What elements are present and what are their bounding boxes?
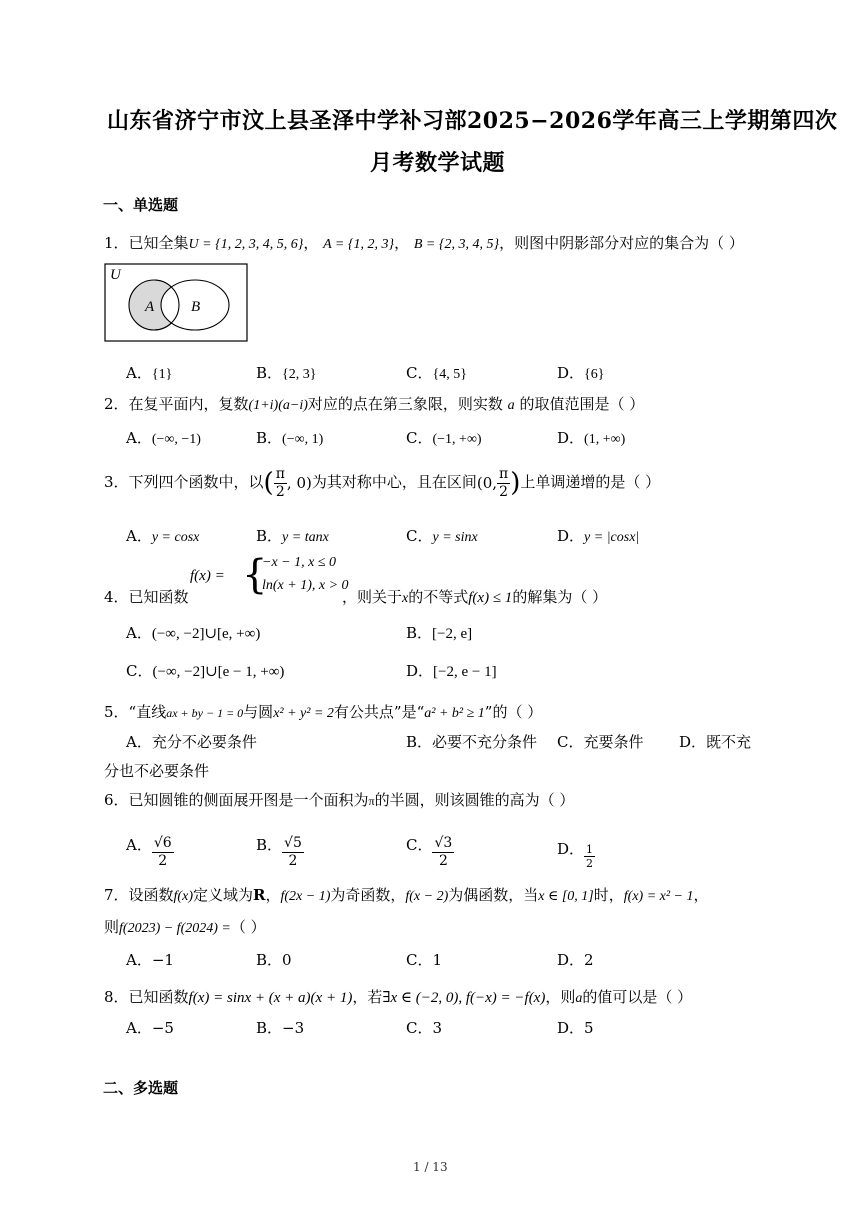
fraction-denominator: 2 <box>275 483 285 500</box>
option-letter: C． <box>406 1019 433 1037</box>
venn-label-a: A <box>145 299 155 315</box>
option-value: (−1, +∞) <box>432 432 482 447</box>
option-value-fraction <box>584 843 595 870</box>
fraction-denominator: 2 <box>288 853 298 869</box>
q1-comma-2: ， <box>394 234 410 252</box>
q2-suffix: 的取值范围是（ ） <box>519 395 645 413</box>
option-value-fraction <box>152 835 174 870</box>
q3-suffix: 上单调递增的是（ ） <box>520 473 661 491</box>
option-letter: B． <box>256 527 283 545</box>
option-value: 3 <box>432 1019 443 1037</box>
option-value: [−2, e] <box>432 626 473 642</box>
q8-mid: ，若 <box>352 988 383 1006</box>
option-letter: D． <box>557 840 585 858</box>
q7-option-d[interactable] <box>557 949 594 970</box>
q6-suffix: 的半圆，则该圆锥的高为（ ） <box>374 791 575 809</box>
q5-circle-eq: x² + y² = 2 <box>273 706 334 721</box>
option-value: {2, 3} <box>282 367 317 382</box>
q3-prefix: 3．下列四个函数中，以 <box>104 473 264 491</box>
option-value: (−∞, −1) <box>151 432 201 447</box>
q4-mid2: 的不等式 <box>408 588 469 606</box>
question-5 <box>104 702 542 724</box>
q6-option-d[interactable] <box>557 828 595 870</box>
q7-even-fn: f(x − 2) <box>405 889 449 904</box>
q6-prefix: 6．已知圆锥的侧面展开图是一个面积为 <box>104 791 369 809</box>
q8-function: f(x) = sinx + (x + a)(x + 1) <box>188 990 353 1006</box>
option-value: −1 <box>151 951 174 969</box>
option-value: 2 <box>584 951 594 969</box>
q5-line-eq: ax + by − 1 = 0 <box>166 706 244 720</box>
q4-case-1: −x − 1, x ≤ 0 <box>262 555 337 570</box>
q1-option-b[interactable] <box>256 362 316 383</box>
fraction-numerator: 1 <box>586 843 594 856</box>
option-value: (−∞, −2]∪[e − 1, +∞) <box>152 664 285 680</box>
option-letter: D． <box>557 429 585 447</box>
option-letter: B． <box>256 1019 283 1037</box>
option-letter: B． <box>256 429 283 447</box>
q7-suffix: （ ） <box>230 918 266 936</box>
q5-mid: 与圆 <box>243 703 274 721</box>
option-value: y = sinx <box>432 530 478 545</box>
q4-option-d[interactable] <box>406 660 497 681</box>
question-7-line-1 <box>104 885 709 907</box>
option-letter: D． <box>557 527 585 545</box>
option-value: (1, +∞) <box>584 432 626 447</box>
option-letter: C． <box>406 429 433 447</box>
q7-end: ， <box>693 886 709 904</box>
option-value-fraction <box>432 835 454 870</box>
q7-option-c[interactable] <box>406 949 442 970</box>
option-letter: C． <box>406 836 433 854</box>
fraction-numerator: π <box>275 465 285 482</box>
option-letter: A． <box>126 1019 152 1037</box>
option-value: (−∞, −2]∪[e, +∞) <box>151 626 261 642</box>
q5-mid2: 有公共点”是“ <box>333 703 425 721</box>
q1-option-d[interactable] <box>557 362 604 383</box>
q1-prefix: 1．已知全集 <box>104 234 189 252</box>
q2-option-d[interactable] <box>557 427 625 448</box>
q5-option-c[interactable] <box>557 731 644 752</box>
option-value: y = |cosx| <box>584 530 640 545</box>
option-value-fraction <box>282 835 304 870</box>
q4-var: x <box>402 591 409 606</box>
option-letter: A． <box>126 733 152 751</box>
option-value: {4, 5} <box>432 367 467 382</box>
q2-mid: 对应的点在第三象限，则实数 <box>307 395 503 413</box>
q7-expression: f(2023) − f(2024) = <box>119 921 231 936</box>
option-letter: B． <box>406 624 433 642</box>
q2-prefix: 2．在复平面内，复数 <box>104 395 249 413</box>
q3-mid: 为其对称中心，且在区间 <box>311 473 477 491</box>
q3-interval-close: ) <box>510 468 521 498</box>
q1-option-a[interactable] <box>126 362 172 383</box>
venn-label-u: U <box>110 267 121 283</box>
option-letter: C． <box>406 364 433 382</box>
q1-set-b: B = {2, 3, 4, 5} <box>413 237 500 252</box>
option-value: 充分不必要条件 <box>151 733 257 751</box>
question-2 <box>104 394 644 416</box>
q3-interval-open: (0, <box>476 474 498 492</box>
fraction-numerator: √3 <box>434 835 453 851</box>
option-value: y = cosx <box>151 530 200 545</box>
option-letter: D． <box>557 364 585 382</box>
option-value: −3 <box>282 1019 305 1037</box>
q3-fraction-interval <box>497 466 510 501</box>
q5-prefix: 5．“直线 <box>104 703 167 721</box>
option-value: 充要条件 <box>583 733 644 751</box>
option-letter: B． <box>406 733 433 751</box>
q7-fx: f(x) <box>173 889 193 904</box>
section-heading-multiple-choice: 二、多选题 <box>103 1079 179 1097</box>
option-letter: B． <box>256 364 283 382</box>
option-value: 5 <box>584 1019 594 1037</box>
option-letter: A． <box>126 527 152 545</box>
fraction-denominator: 2 <box>158 853 168 869</box>
q7-odd-fn: f(2x − 1) <box>280 889 331 904</box>
q8-option-d[interactable] <box>557 1017 594 1038</box>
option-value: 既不充 <box>706 733 752 751</box>
q2-var: a <box>507 398 515 413</box>
q3-option-b[interactable] <box>256 525 329 546</box>
option-value: 1 <box>432 951 443 969</box>
q4-mid: ，则关于 <box>342 588 403 606</box>
q5-option-d-wrap: 分也不必要条件 <box>104 762 210 780</box>
q1-option-c[interactable] <box>406 362 467 383</box>
q6-pi: π <box>368 794 375 808</box>
q7-real-set: R <box>253 886 266 904</box>
option-letter: A． <box>126 836 152 854</box>
option-letter: A． <box>126 364 152 382</box>
q8-option-c[interactable] <box>406 1017 442 1038</box>
q3-option-d[interactable] <box>557 525 639 546</box>
q1-set-u: U = {1, 2, 3, 4, 5, 6} <box>188 237 304 252</box>
q4-case-2: ln(x + 1), x > 0 <box>262 578 349 593</box>
venn-diagram <box>104 263 250 345</box>
option-value: {6} <box>584 367 605 382</box>
fraction-numerator: √5 <box>284 835 302 851</box>
q5-option-d[interactable] <box>679 731 751 752</box>
option-letter: C． <box>126 662 153 680</box>
option-letter: D． <box>406 662 434 680</box>
question-7-line-2 <box>104 917 266 939</box>
q2-complex-expr: (1+i)(a−i) <box>248 398 308 413</box>
option-letter: C． <box>557 733 584 751</box>
q4-inequality: f(x) ≤ 1 <box>468 590 513 606</box>
fraction-numerator: π <box>499 465 509 482</box>
q8-suffix: 的值可以是（ ） <box>582 988 693 1006</box>
q5-option-b[interactable] <box>406 731 537 752</box>
q3-paren-open: ( <box>263 468 274 498</box>
q1-suffix: ，则图中阴影部分对应的集合为（ ） <box>499 234 744 252</box>
q7-comma: ， <box>265 886 281 904</box>
option-letter: D． <box>557 1019 585 1037</box>
option-value: 0 <box>282 951 292 969</box>
q4-option-a[interactable] <box>126 622 260 643</box>
page-number: 1 / 13 <box>413 1160 448 1174</box>
option-letter: B． <box>256 951 283 969</box>
option-letter: A． <box>126 429 152 447</box>
q5-suffix: ”的（ ） <box>484 703 543 721</box>
option-letter: C． <box>406 951 433 969</box>
q7-option-a[interactable] <box>126 949 174 970</box>
q3-option-c[interactable] <box>406 525 478 546</box>
q6-option-c[interactable] <box>406 820 454 870</box>
q8-prefix: 8．已知函数 <box>104 988 189 1006</box>
fraction-denominator: 2 <box>586 857 594 870</box>
fraction-denominator: 2 <box>499 483 509 500</box>
q7-option-b[interactable] <box>256 949 292 970</box>
q4-piecewise-brace: { <box>242 552 268 598</box>
option-value: 必要不充分条件 <box>432 733 538 751</box>
q7-mid1: 定义域为 <box>192 886 253 904</box>
q4-option-c[interactable] <box>126 660 284 681</box>
q8-option-b[interactable] <box>256 1017 304 1038</box>
q6-option-b[interactable] <box>256 820 304 870</box>
option-letter: C． <box>406 527 433 545</box>
q7-definition: f(x) = x² − 1 <box>623 889 694 904</box>
question-3 <box>104 462 660 503</box>
q5-condition: a² + b² ≥ 1 <box>424 706 485 721</box>
q3-point-close: , 0) <box>286 474 312 492</box>
q7-line2-prefix: 则 <box>104 918 120 936</box>
q4-prefix: 4．已知函数 <box>104 588 189 606</box>
option-value: [−2, e − 1] <box>433 664 497 680</box>
question-1 <box>104 233 744 255</box>
q5-option-a[interactable] <box>126 731 257 752</box>
q7-prefix: 7．设函数 <box>104 886 174 904</box>
q7-mid3: 为偶函数，当 <box>448 886 539 904</box>
q7-mid4: 时， <box>593 886 624 904</box>
q3-option-a[interactable] <box>126 525 199 546</box>
q4-function-name: f(x) = <box>190 568 225 584</box>
q8-mid2: ，则 <box>545 988 576 1006</box>
q4-option-b[interactable] <box>406 622 472 643</box>
fraction-denominator: 2 <box>438 853 448 869</box>
q4-rest <box>342 587 607 609</box>
question-6 <box>104 790 574 811</box>
q7-domain: x ∈ [0, 1] <box>538 889 594 904</box>
option-value: (−∞, 1) <box>282 432 324 447</box>
q8-condition: ∃x ∈ (−2, 0), f(−x) = −f(x) <box>382 990 546 1006</box>
option-value: {1} <box>151 367 173 382</box>
q3-fraction-pi-over-2 <box>274 466 287 501</box>
option-letter: D． <box>557 951 585 969</box>
section-heading-single-choice: 一、单选题 <box>103 196 179 214</box>
option-value: −5 <box>151 1019 174 1037</box>
option-letter: D． <box>679 733 707 751</box>
option-letter: A． <box>126 951 152 969</box>
doc-title-line1: 山东省济宁市汶上县圣泽中学补习部2025−2026学年高三上学期第四次 <box>107 108 838 134</box>
q4-suffix: 的解集为（ ） <box>512 588 608 606</box>
fraction-numerator: √6 <box>153 835 172 851</box>
doc-title-line2: 月考数学试题 <box>370 150 506 176</box>
option-letter: A． <box>126 624 152 642</box>
q1-comma-1: ， <box>303 234 319 252</box>
q1-set-a: A = {1, 2, 3} <box>323 237 395 252</box>
option-value: y = tanx <box>282 530 329 545</box>
q2-option-b[interactable] <box>256 427 323 448</box>
q2-option-a[interactable] <box>126 427 201 448</box>
option-letter: B． <box>256 836 283 854</box>
q8-var: a <box>575 991 583 1006</box>
question-8 <box>104 987 692 1009</box>
q2-option-c[interactable] <box>406 427 482 448</box>
q6-option-a[interactable] <box>126 820 174 870</box>
q8-option-a[interactable] <box>126 1017 174 1038</box>
venn-label-b: B <box>191 299 201 315</box>
q7-mid2: 为奇函数， <box>330 886 406 904</box>
